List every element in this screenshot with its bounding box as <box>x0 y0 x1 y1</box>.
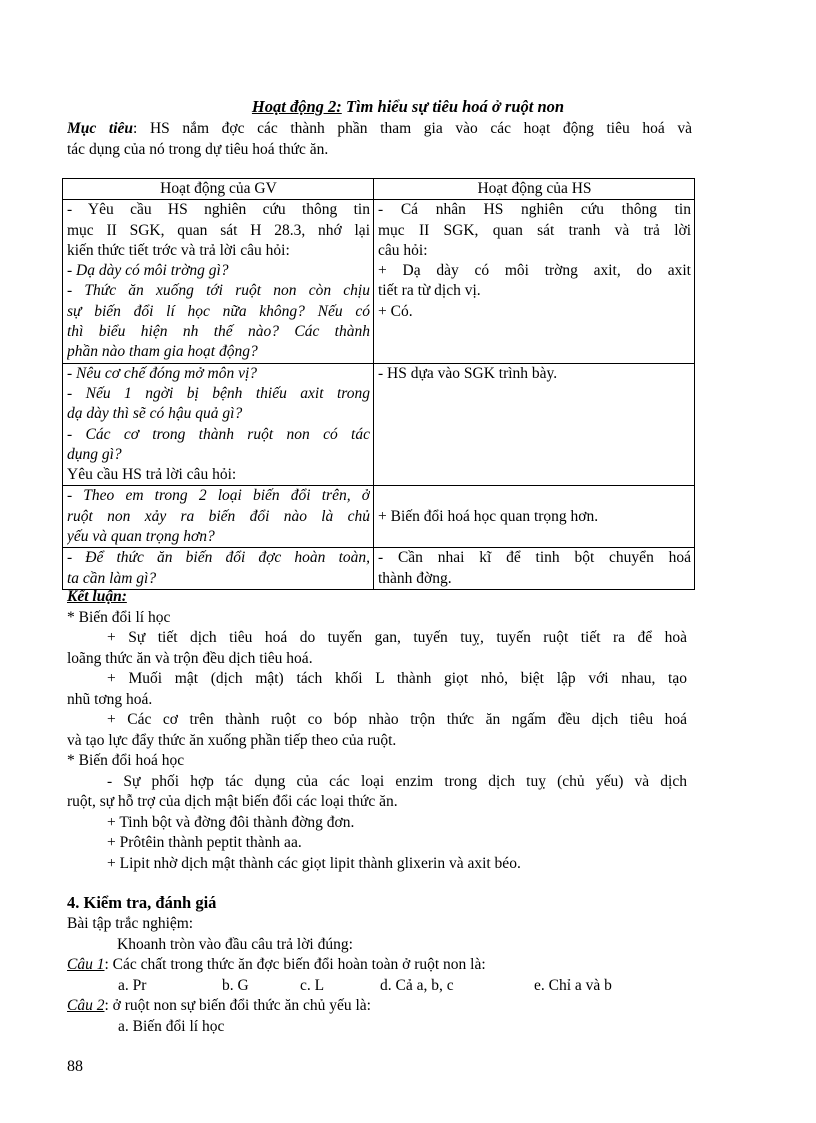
cell-line: câu hỏi: <box>378 241 428 259</box>
q1-option-a: a. Pr <box>118 977 147 994</box>
teacher-activity-cell <box>63 486 374 548</box>
teacher-activity-cell <box>63 363 374 486</box>
cell-line: - Để thức ăn biến đổi đợc hoàn toàn, <box>67 549 370 567</box>
cell-line: mục II SGK, quan sát tranh và trả lời <box>378 221 691 239</box>
q1-option-d: d. Cả a, b, c <box>380 977 454 994</box>
conclusion-line: nhũ tơng hoá. <box>67 691 153 708</box>
cell-line: - Cá nhân HS nghiên cứu thông tin <box>378 201 691 219</box>
cell-line: phần nào tham gia hoạt động? <box>67 343 258 361</box>
cell-line: kiến thức tiết trớc và trả lời câu hỏi: <box>67 241 290 259</box>
question-2 <box>67 997 371 1015</box>
objective-line-1: Mục tiêu: HS nắm đợc các thành phần tham gia vào các hoạt động tiêu hoá và <box>67 120 692 137</box>
conclusion-label: Kết luận: <box>67 588 127 605</box>
cell-line: thành đờng. <box>378 569 452 587</box>
conclusion-line: ruột, sự hỗ trợ của dịch mật biến đổi các loại thức ăn. <box>67 793 398 810</box>
cell-line: + Có. <box>378 302 413 320</box>
conclusion-line: + Tinh bột và đờng đôi thành đờng đơn. <box>107 814 355 831</box>
cell-line: ruột non xảy ra biến đổi nào là chủ <box>67 507 370 525</box>
cell-line: - Yêu cầu HS nghiên cứu thông tin <box>67 201 370 219</box>
conclusion-line: + Muối mật (dịch mật) tách khối L thành giọt nhỏ, biệt lập với nhau, tạo <box>107 670 687 687</box>
cell-line: sự biến đổi lí học nữa không? Nếu có <box>67 302 370 320</box>
q1-option-c: c. L <box>300 977 325 994</box>
teacher-activity-cell <box>63 200 374 363</box>
cell-line: - HS dựa vào SGK trình bày. <box>378 364 558 382</box>
cell-line: - Thức ăn xuống tới ruột non còn chịu <box>67 282 370 300</box>
question-1-text: : Các chất trong thức ăn đợc biến đổi hoàn toàn ở ruột non là: <box>104 956 486 973</box>
cell-line: - Nêu cơ chế đóng mở môn vị? <box>67 364 258 382</box>
conclusion-line: + Sự tiết dịch tiêu hoá do tuyến gan, tuyến tuỵ, tuyến ruột tiết ra để hoà <box>107 629 687 646</box>
cell-line: dụng gì? <box>67 445 122 463</box>
student-activity-cell <box>374 363 695 486</box>
q1-option-b: b. G <box>222 977 249 994</box>
header-teacher: Hoạt động của GV <box>63 179 374 200</box>
activity-label: Hoạt động 2: <box>251 97 342 116</box>
objective <box>67 118 692 160</box>
conclusion-line: * Biến đổi lí học <box>67 609 171 626</box>
conclusion-line: và tạo lực đẩy thức ăn xuống phần tiếp theo của ruột. <box>67 732 397 749</box>
conclusion-line: + Lipit nhờ dịch mật thành các giọt lipit thành glixerin và axit béo. <box>107 855 521 872</box>
cell-line: - Các cơ trong thành ruột non có tác <box>67 425 370 443</box>
cell-line <box>378 486 691 506</box>
student-activity-cell <box>374 548 695 590</box>
conclusion-line: loãng thức ăn và trộn đều dịch tiêu hoá. <box>67 650 313 667</box>
table-row <box>63 486 695 548</box>
activities-table <box>62 178 695 590</box>
conclusion-line: * Biến đổi hoá học <box>67 752 185 769</box>
question-2-label: Câu 2 <box>67 997 105 1014</box>
question-2-text: : ở ruột non sự biến đổi thức ăn chủ yếu là: <box>104 997 371 1014</box>
cell-line: - Cần nhai kĩ để tinh bột chuyển hoá <box>378 549 691 567</box>
activity-title <box>0 97 816 117</box>
table-header-row <box>63 179 695 200</box>
cell-line: tiết ra từ dịch vị. <box>378 282 481 300</box>
cell-line: - Nếu 1 ngời bị bệnh thiếu axit trong <box>67 384 370 402</box>
table-row <box>63 363 695 486</box>
conclusion-line: + Các cơ trên thành ruột co bóp nhào trộn thức ăn ngấm đều dịch tiêu hoá <box>107 711 687 728</box>
question-1 <box>67 956 486 974</box>
quiz-intro: Bài tập trắc nghiệm: <box>67 915 194 932</box>
cell-line: dạ dày thì sẽ có hậu quả gì? <box>67 405 243 423</box>
table-row <box>63 200 695 363</box>
cell-line: + Dạ dày có môi trờng axit, do axit <box>378 262 691 280</box>
objective-line-2: tác dụng của nó trong dự tiêu hoá thức ăn. <box>67 141 329 158</box>
conclusion-line: - Sự phối hợp tác dụng của các loại enzim trong dịch tuỵ (chủ yếu) và dịch <box>107 773 687 790</box>
cell-line: ta cần làm gì? <box>67 569 157 587</box>
cell-line: Yêu cầu HS trả lời câu hỏi: <box>67 466 237 484</box>
q2-option-a: a. Biến đổi lí học <box>118 1018 225 1035</box>
student-activity-cell <box>374 200 695 363</box>
cell-line: yếu và quan trọng hơn? <box>67 528 215 546</box>
cell-line: - Dạ dày có môi trờng gì? <box>67 262 229 280</box>
table-row <box>63 548 695 590</box>
cell-line <box>378 342 691 362</box>
quiz-instruction: Khoanh tròn vào đầu câu trả lời đúng: <box>117 936 353 953</box>
q1-option-e: e. Chỉ a và b <box>534 977 612 994</box>
cell-line: thì biểu hiện nh thế nào? Các thành <box>67 323 370 341</box>
cell-line <box>378 322 691 342</box>
section-title: 4. Kiểm tra, đánh giá <box>67 893 217 912</box>
cell-line: - Theo em trong 2 loại biến đổi trên, ở <box>67 487 370 505</box>
student-activity-cell <box>374 486 695 548</box>
objective-label: Mục tiêu <box>67 120 134 137</box>
conclusion-line: + Prôtêin thành peptit thành aa. <box>107 834 302 851</box>
page-number: 88 <box>67 1058 83 1075</box>
activity-topic: Tìm hiểu sự tiêu hoá ở ruột non <box>341 97 565 116</box>
cell-line: mục II SGK, quan sát H 28.3, nhớ lại <box>67 221 370 239</box>
header-student: Hoạt động của HS <box>374 179 695 200</box>
cell-line: + Biến đổi hoá học quan trọng hơn. <box>378 507 599 525</box>
question-1-label: Câu 1 <box>67 956 105 973</box>
teacher-activity-cell <box>63 548 374 590</box>
